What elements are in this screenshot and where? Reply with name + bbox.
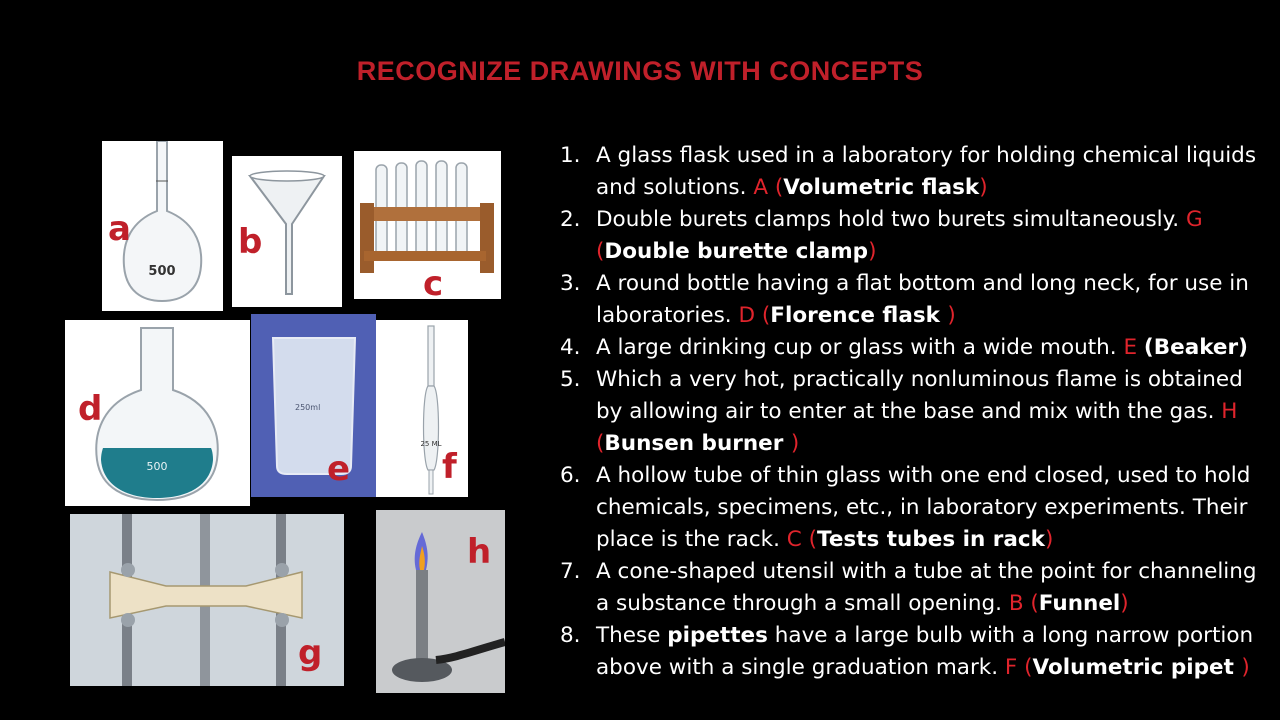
beaker-image	[251, 314, 376, 497]
list-item: 2. Double burets clamps hold two burets simultaneously. G (Double burette clamp)	[560, 207, 1203, 264]
beaker-volume-text: 250ml	[295, 403, 321, 412]
list-item: 1. A glass flask used in a laboratory for holding chemical liquids and solutions. A (Volumetric flask)	[560, 143, 1257, 200]
list-item: 6. A hollow tube of thin glass with one end closed, used to hold chemicals, specimens, etc., in laboratory experiments. Their place is the rack. C (Tests tubes in rack)	[560, 463, 1251, 552]
label-d: d	[78, 389, 103, 429]
label-b: b	[238, 222, 263, 262]
label-e: e	[327, 449, 351, 489]
list-item: 7. A cone-shaped utensil with a tube at the point for channeling a substance through a small opening. B (Funnel)	[560, 559, 1257, 616]
label-h: h	[467, 532, 492, 572]
flask-volume-text: 500	[148, 264, 176, 279]
concept-list	[560, 140, 1260, 684]
list-item: 4. A large drinking cup or glass with a wide mouth. E (Beaker)	[560, 335, 1248, 360]
list-item: 3. A round bottle having a flat bottom and long neck, for use in laboratories. D (Florence flask )	[560, 271, 1249, 328]
pipet-volume-text: 25 ML	[420, 440, 442, 448]
page-title: RECOGNIZE DRAWINGS WITH CONCEPTS	[356, 56, 924, 86]
label-a: a	[108, 209, 131, 249]
label-f: f	[442, 447, 457, 487]
label-c: c	[423, 264, 444, 304]
flask-volume-text: 500	[146, 460, 168, 473]
list-item: 5. Which a very hot, practically nonluminous flame is obtained by allowing air to enter at the base and mix with the gas. H (Bunsen burner )	[560, 367, 1243, 456]
list-item: 8. These pipettes have a large bulb with a long narrow portion above with a single graduation mark. F (Volumetric pipet )	[560, 623, 1254, 680]
label-g: g	[298, 633, 323, 673]
